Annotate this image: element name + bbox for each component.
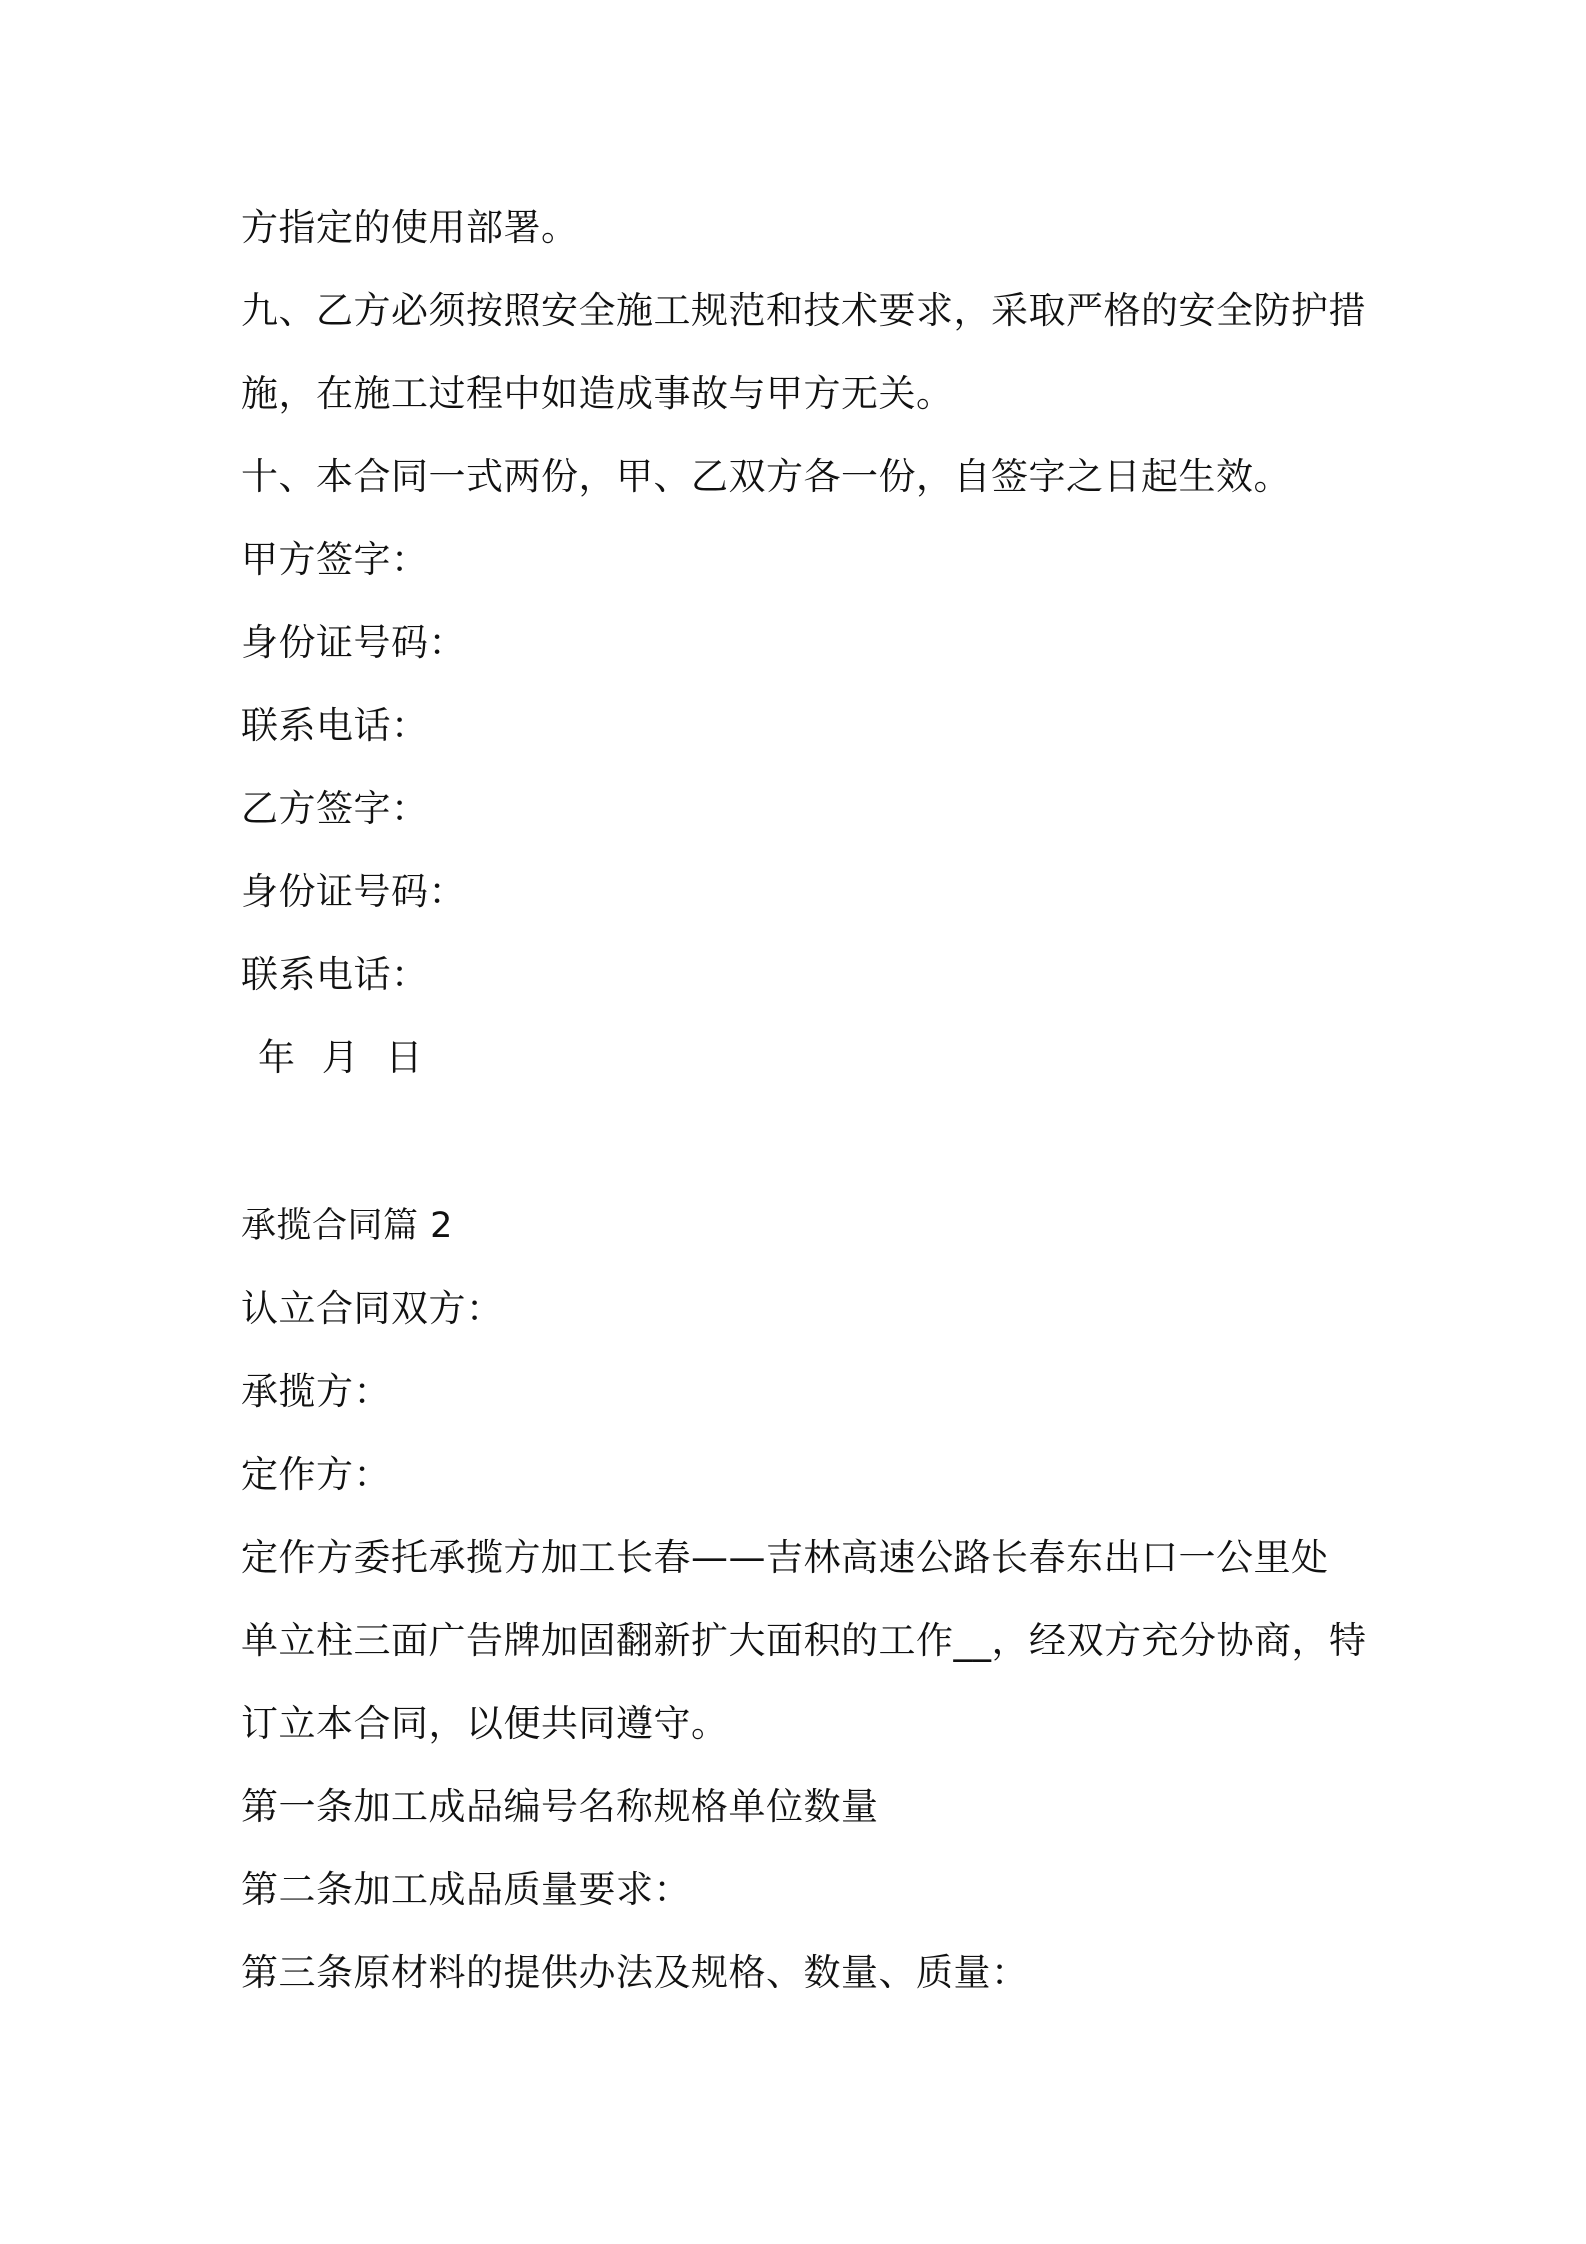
- clause-9-line-2: 施，在施工过程中如造成事故与甲方无关。: [241, 372, 954, 415]
- article-2: 第二条加工成品质量要求：: [241, 1868, 691, 1911]
- section-title: 承揽合同篇 2: [241, 1206, 453, 1246]
- text-line: 方指定的使用部署。: [241, 206, 579, 249]
- paragraph-line: 订立本合同，以便共同遵守。: [241, 1702, 729, 1745]
- date-line: 年 月 日: [258, 1036, 424, 1079]
- article-1: 第一条加工成品编号名称规格单位数量: [241, 1785, 879, 1828]
- paragraph-line: 单立柱三面广告牌加固翻新扩大面积的工作__，经双方充分协商，特: [241, 1619, 1367, 1662]
- orderer-label: 定作方：: [241, 1453, 391, 1496]
- paragraph-line: 定作方委托承揽方加工长春——吉林高速公路长春东出口一公里处: [241, 1536, 1329, 1579]
- contractor-label: 承揽方：: [241, 1370, 391, 1413]
- party-b-phone-label: 联系电话：: [241, 953, 429, 996]
- party-b-id-number-label: 身份证号码：: [241, 870, 466, 913]
- party-a-phone-label: 联系电话：: [241, 704, 429, 747]
- clause-9-line-1: 九、乙方必须按照安全施工规范和技术要求，采取严格的安全防护措: [241, 289, 1366, 332]
- clause-10: 十、本合同一式两份，甲、乙双方各一份，自签字之日起生效。: [241, 455, 1291, 498]
- party-a-id-number-label: 身份证号码：: [241, 621, 466, 664]
- party-b-signature-label: 乙方签字：: [241, 787, 429, 830]
- contract-parties-label: 认立合同双方：: [241, 1287, 504, 1330]
- article-3: 第三条原材料的提供办法及规格、数量、质量：: [241, 1951, 1029, 1994]
- party-a-signature-label: 甲方签字：: [241, 538, 429, 581]
